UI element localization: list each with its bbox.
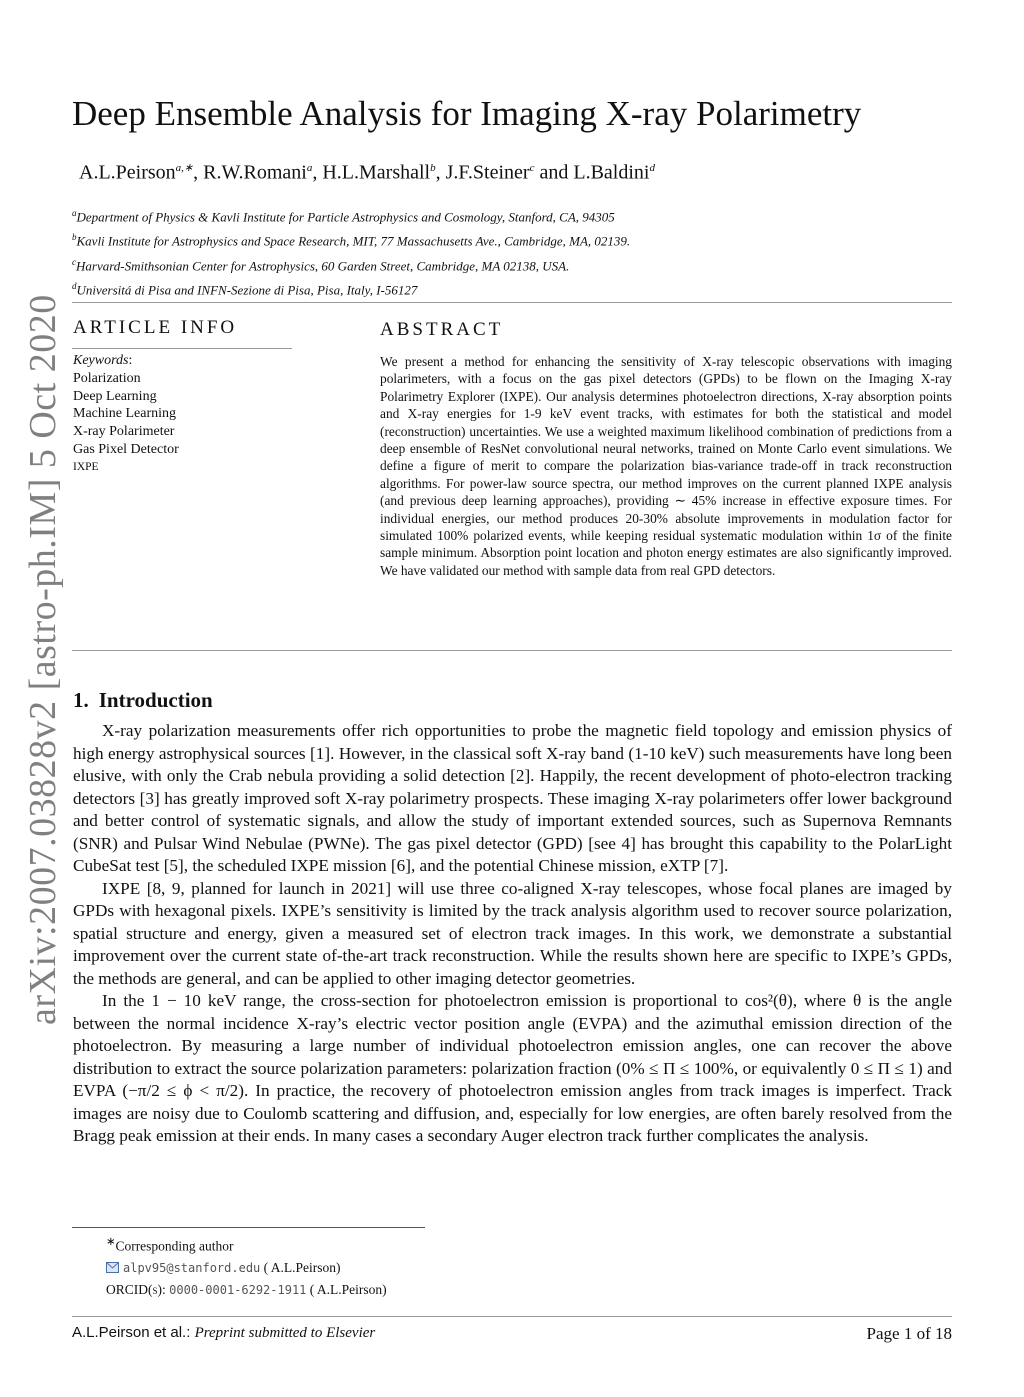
body-paragraph: X-ray polarization measurements offer rich opportunities to probe the magnetic field topology and emission physics of high energy astrophysical sources [1]. However, in the classical soft X-ray band (1-10 keV) such measurements have long been elusive, with only the Crab nebula providing a solid detection [2]. Happily, the recent development of photo-electron tracking detectors [3] has greatly improved soft X-ray polarimetry prospects. These imaging X-ray polarimeters offer lower background and better control of systematic signals, and allow the study of important extended sources, such as Supernova Remnants (SNR) and Pulsar Wind Nebulae (PWNe). The gas pixel detector (GPD) [see 4] has brought this capability to the PolarLight CubeSat test [5], the scheduled IXPE mission [6], and the potential Chinese mission, eXTP [7]. — [73, 721, 952, 875]
section-number: 1. — [73, 688, 89, 712]
article-info-divider — [72, 348, 292, 349]
author-name: A.L.Peirson — [79, 161, 176, 184]
keyword-item: Gas Pixel Detector — [73, 441, 179, 457]
abstract-heading: ABSTRACT — [380, 319, 504, 340]
keywords-block: Keywords: Polarization Deep Learning Machine Learning X-ray Polarimeter Gas Pixel Detector IXPE — [73, 352, 303, 477]
affiliation-list — [72, 203, 952, 300]
header-divider — [72, 302, 952, 303]
body-paragraph: IXPE [8, 9, planned for launch in 2021] will use three co-aligned X-ray telescopes, whose focal planes are imaged by GPDs with hexagonal pixels. IXPE’s sensitivity is limited by the track analysis algorithm used to recover source polarization, spatial structure and energy, given a measured set of electron track images. In this work, we demonstrate a substantial improvement over the current state of-the-art track reconstruction. While the results shown here are specific to IXPE’s GPDs, the methods are general, and can be applied to other imaging detector geometries. — [73, 878, 952, 988]
footnote-divider — [72, 1227, 425, 1228]
introduction-body — [73, 720, 952, 1148]
keyword-item: X-ray Polarimeter — [73, 424, 175, 440]
article-info-heading: ARTICLE INFO — [73, 317, 238, 338]
arxiv-side-stamp: arXiv:2007.03828v2 [astro-ph.IM] 5 Oct 2020 — [22, 294, 64, 1025]
keyword-item: Polarization — [73, 370, 141, 386]
footnotes — [106, 1232, 606, 1301]
introduction-heading — [73, 688, 213, 713]
footer-divider — [72, 1316, 952, 1317]
author-affil-mark: d — [649, 162, 655, 174]
abstract-divider — [72, 650, 952, 651]
footer-citation: A.L.Peirson et al.: Preprint submitted to Elsevier — [72, 1324, 376, 1341]
section-title: Introduction — [98, 688, 213, 712]
keyword-item: Deep Learning — [73, 388, 157, 404]
paper-title: Deep Ensemble Analysis for Imaging X-ray Polarimetry — [72, 94, 862, 133]
author-affil-mark: b — [430, 162, 436, 174]
author-affil-mark: a — [306, 162, 313, 174]
orcid-line: ORCID(s): 0000-0001-6292-1911 ( A.L.Peirson) — [106, 1281, 387, 1297]
email-link[interactable]: alpv95@stanford.edu — [123, 1260, 261, 1275]
author-list: A.L.Peirson$^{a,∗}$, R.W.Romani$^a$, H.L.Marshall$^b$, J.F.Steiner$^c$ and L.Baldini$^d$ — [79, 161, 655, 184]
keyword-item: IXPE — [73, 460, 99, 473]
orcid-link[interactable]: 0000-0001-6292-1911 — [169, 1282, 307, 1297]
affiliation-item: $^c$Harvard-Smithsonian Center for Astrophysics, 60 Garden Street, Cambridge, MA 02138, USA. — [72, 256, 570, 273]
author-affil-mark: a,∗ — [175, 162, 194, 174]
abstract-text: We present a method for enhancing the sensitivity of X-ray telescopic observations with imaging polarimeters, with a focus on the gas pixel detectors (GPDs) to be flown on the Imaging X-ray Polarimetry Explorer (IXPE). Our analysis determines photoelectron directions, X-ray absorption points and X-ray energies for 1-9 keV event tracks, with estimates for both the statistical and model (reconstruction) uncertainties. We use a weighted maximum likelihood combination of predictions from a deep ensemble of ResNet convolutional neural networks, trained on Monte Carlo event simulations. We define a figure of merit to compare the polarization bias-variance trade-off in track reconstruction algorithms. For power-law source spectra, our method improves on the current planned IXPE analysis (and previous deep learning approaches), providing ∼ 45% increase in effective exposure times. For individual energies, our method produces 20-30% absolute improvements in modulation factor for simulated 100% polarized events, while keeping residual systematic modulation within 1σ of the finite sample minimum. Absorption point location and photon energy estimates are also significantly improved. We have validated our method with sample data from real GPD detectors. — [380, 354, 952, 578]
envelope-icon — [106, 1262, 119, 1273]
page-number: Page 1 of 18 — [866, 1324, 952, 1343]
corresponding-author-note: ∗Corresponding author — [106, 1236, 234, 1254]
affiliation-item: $^d$Universitá di Pisa and INFN-Sezione di Pisa, Pisa, Italy, I-56127 — [72, 280, 418, 298]
author-name: J.F.Steiner — [445, 161, 530, 184]
author-affil-mark: c — [529, 162, 535, 174]
affiliation-item: $^a$Department of Physics & Kavli Institute for Particle Astrophysics and Cosmology, Stanford, CA, 94305 — [72, 208, 615, 225]
keyword-item: Machine Learning — [73, 406, 177, 422]
body-paragraph: In the 1 − 10 keV range, the cross-section for photoelectron emission is proportional to cos²(θ), where θ is the angle between the normal incidence X-ray’s electric vector position angle (EVPA) and the azimuthal emission direction of the photoelectron. By measuring a large number of individual photoelectron emission angles, one can recover the above distribution to extract the source polarization parameters: polarization fraction (0% ≤ Π ≤ 100%, or equivalently 0 ≤ Π ≤ 1) and EVPA (−π/2 ≤ ϕ < π/2). In practice, the recovery of photoelectron emission angles from track images is imperfect. Track images are noisy due to Coulomb scattering and diffusion, and, especially for low energies, are often barely resolved from the Bragg peak emission at their ends. In many cases a secondary Auger electron track further complicates the analysis. — [73, 991, 952, 1145]
author-name: H.L.Marshall — [322, 161, 431, 184]
keywords-label: Keywords — [73, 353, 129, 368]
email-line: alpv95@stanford.edu ( A.L.Peirson) — [106, 1257, 606, 1279]
affiliation-item: $^b$Kavli Institute for Astrophysics and Space Research, MIT, 77 Massachusetts Ave., Cambridge, MA, 02139. — [72, 232, 631, 249]
author-name: L.Baldini — [573, 161, 650, 184]
author-name: R.W.Romani — [203, 161, 307, 184]
